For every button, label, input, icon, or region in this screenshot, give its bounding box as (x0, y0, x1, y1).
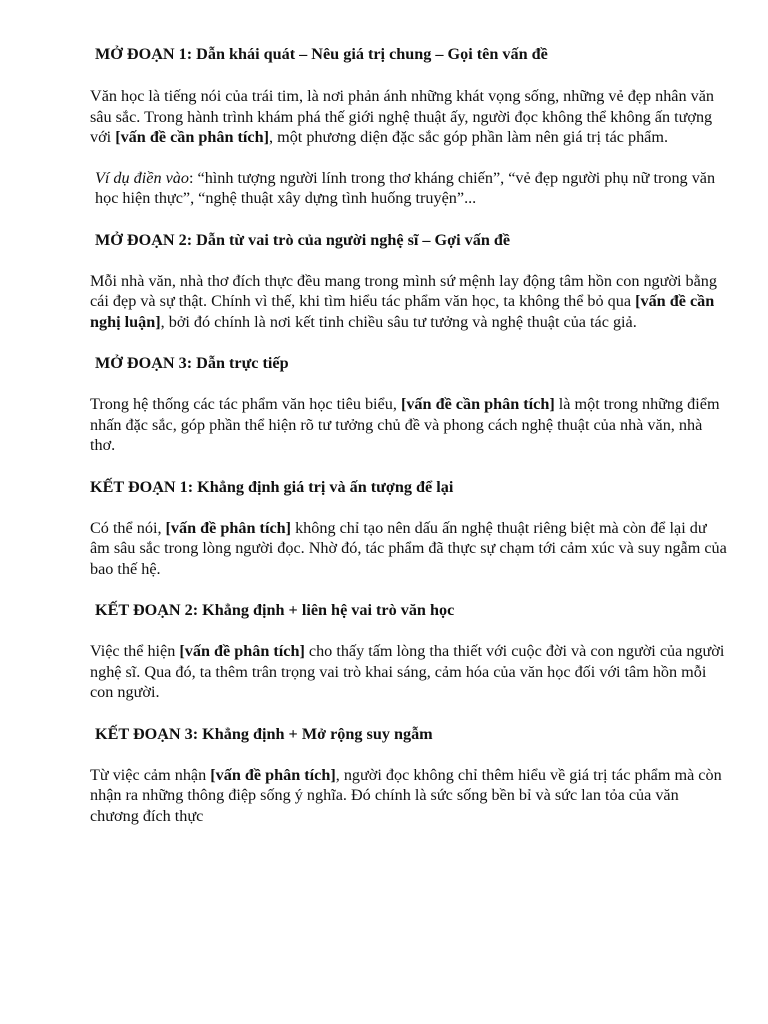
mo-doan-3-placeholder: [vấn đề cần phân tích] (400, 395, 555, 413)
ket-doan-2-text-a: Việc thể hiện (90, 642, 180, 660)
ket-doan-2-paragraph (90, 641, 730, 703)
ket-doan-2-heading: KẾT ĐOẠN 2: Khẳng định + liên hệ vai trò văn học (95, 601, 455, 619)
mo-doan-2-heading: MỞ ĐOẠN 2: Dẫn từ vai trò của người nghệ sĩ – Gợi vấn đề (95, 230, 511, 249)
mo-doan-1-text-b: , một phương diện đặc sắc góp phần làm nên giá trị tác phẩm. (269, 128, 668, 146)
mo-doan-2-text-b: , bởi đó chính là nơi kết tinh chiều sâu tư tưởng và nghệ thuật của tác giả. (160, 312, 637, 331)
ket-doan-1-heading: KẾT ĐOẠN 1: Khẳng định giá trị và ấn tượng để lại (90, 477, 454, 496)
example-label: Ví dụ điền vào (95, 168, 189, 187)
ket-doan-2-text-b: cho thấy tấm lòng tha thiết với cuộc đời và con người của người nghệ sĩ. Qua đó, ta thêm trân trọng vai trò khai sáng, cảm hóa của văn học đối với tâm hồn mỗi con người. (90, 642, 725, 701)
ket-doan-1-text-a: Có thể nói, (90, 518, 166, 537)
mo-doan-1-paragraph (90, 86, 730, 148)
example-text: : “hình tượng người lính trong thơ kháng chiến”, “vẻ đẹp người phụ nữ trong văn học hiện thực”, “nghệ thuật xây dựng tình huống truyện”... (95, 168, 716, 207)
mo-doan-2-paragraph (90, 271, 730, 333)
document-page (90, 44, 730, 826)
mo-doan-3-text-b: là một trong những điểm nhấn đặc sắc, góp phần thể hiện rõ tư tưởng chủ đề và phong cách nghệ thuật của nhà văn, nhà thơ. (90, 395, 720, 454)
ket-doan-3-text-b: , người đọc không chỉ thêm hiểu về giá trị tác phẩm mà còn nhận ra những thông điệp sống ý nghĩa. Đó chính là sức sống bền bỉ và sức lan tỏa của văn chương đích thực (90, 765, 722, 825)
ket-doan-3-heading: KẾT ĐOẠN 3: Khẳng định + Mở rộng suy ngẫm (95, 724, 433, 743)
ket-doan-1-text-b: không chỉ tạo nên dấu ấn nghệ thuật riêng biệt mà còn để lại dư âm sâu sắc trong lòng người đọc. Nhờ đó, tác phẩm đã thực sự chạm tới cảm xúc và suy ngẫm của bao thế hệ. (90, 518, 727, 578)
ket-doan-2-placeholder: [vấn đề phân tích] (179, 642, 305, 660)
mo-doan-3-heading: MỞ ĐOẠN 3: Dẫn trực tiếp (95, 354, 289, 372)
mo-doan-2-text-a: Mỗi nhà văn, nhà thơ đích thực đều mang trong mình sứ mệnh lay động tâm hồn con người bằng cái đẹp và sự thật. Chính vì thế, khi tìm hiểu tác phẩm văn học, ta không thể bỏ qua (90, 271, 717, 310)
mo-doan-3-text-a: Trong hệ thống các tác phẩm văn học tiêu biểu, (90, 395, 401, 413)
mo-doan-1-placeholder: [vấn đề cần phân tích] (115, 128, 270, 146)
ket-doan-1-placeholder: [vấn đề phân tích] (165, 518, 292, 537)
ket-doan-3-paragraph (90, 765, 730, 827)
mo-doan-2-placeholder: [vấn đề cần nghị luận] (90, 292, 715, 331)
ket-doan-1-paragraph (90, 518, 730, 580)
ket-doan-3-placeholder: [vấn đề phân tích] (210, 765, 336, 784)
mo-doan-1-example (90, 168, 730, 209)
ket-doan-3-text-a: Từ việc cảm nhận (90, 765, 211, 784)
mo-doan-1-text-a: Văn học là tiếng nói của trái tim, là nơi phản ánh những khát vọng sống, những vẻ đẹp nhân văn sâu sắc. Trong hành trình khám phá thế giới nghệ thuật ấy, người đọc không thể không ấn tượng với (90, 87, 715, 146)
mo-doan-1-heading: MỞ ĐOẠN 1: Dẫn khái quát – Nêu giá trị chung – Gọi tên vấn đề (95, 45, 548, 63)
mo-doan-3-paragraph (90, 394, 730, 456)
